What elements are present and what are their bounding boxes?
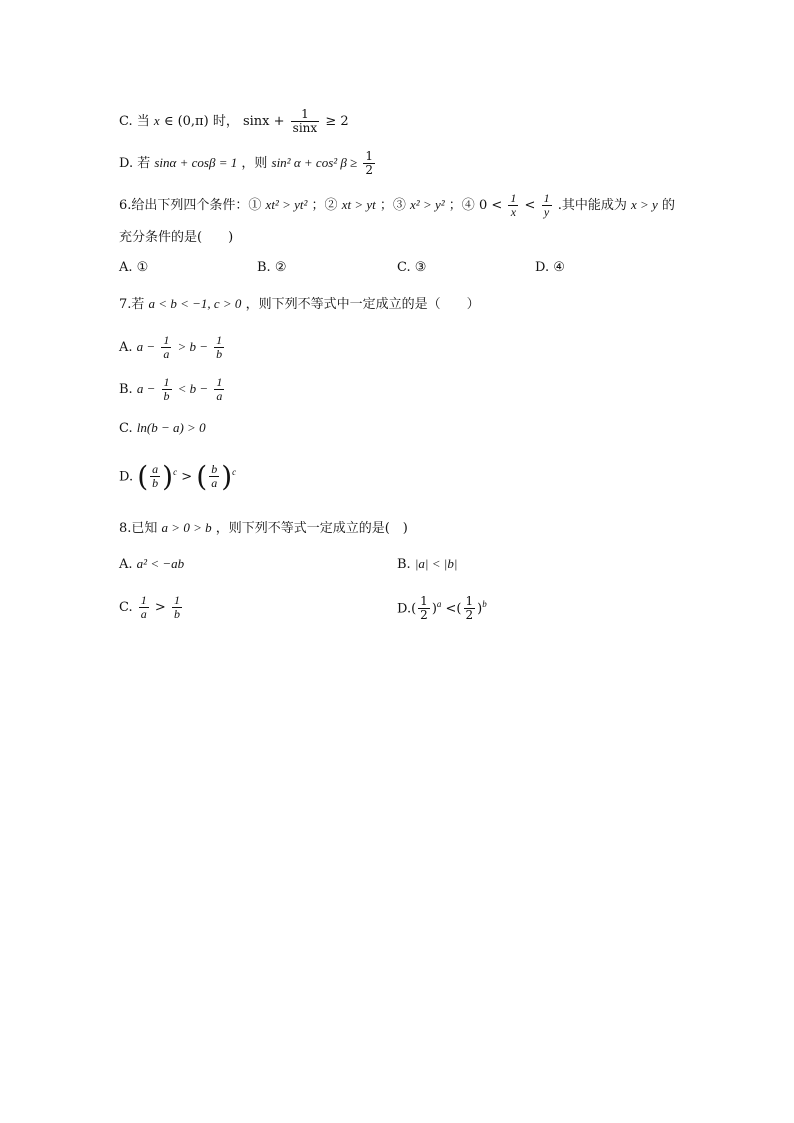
q5-option-d [119,150,377,177]
q7-option-c [119,418,206,439]
math-symbol: ∈ [163,114,174,129]
option-label: C. 当 [119,114,150,129]
math-expr: a − [136,381,156,396]
fraction [464,595,476,622]
q6-option-a: A. ① [119,260,149,275]
fraction [161,334,171,361]
q8-option-b [397,554,457,575]
denominator: 2 [365,163,374,177]
question-text: .其中能成为 [557,198,627,213]
numerator: 1 [465,594,474,609]
q5-option-c [119,108,349,135]
math-expr: a > 0 > b [161,520,212,535]
math-expr: sinx + [242,114,285,129]
denominator: a [163,347,170,361]
numerator: 1 [163,375,170,389]
fraction [162,376,172,403]
denominator: x [510,205,517,219]
question-text: 的 [661,198,675,213]
q6-option-d: D. ④ [535,260,565,275]
exponent: a [436,599,442,609]
question-6-cont: 充分条件的是( ) [119,230,234,245]
math-expr: sinα + cosβ = 1 [154,155,238,170]
condition-3: x² > y² [410,197,445,212]
numerator: 1 [291,108,320,122]
numerator: 1 [173,593,180,607]
condition-4: 0 < [478,198,503,213]
question-8 [119,518,408,539]
fraction [418,595,430,622]
numerator: 1 [510,191,517,205]
q6-option-c: C. ③ [397,260,427,275]
exponent: c [232,467,237,477]
numerator: 1 [365,149,374,163]
math-expr: ln(b − a) > 0 [136,420,206,435]
q8-option-c [119,594,184,621]
question-text: 6.给出下列四个条件：① [119,198,262,213]
numerator: 1 [163,333,170,347]
denominator: 2 [465,608,474,623]
question-7 [119,294,480,315]
fraction [172,594,182,621]
condition-2: xt > yt [341,197,376,212]
math-expr: |a| < |b| [414,556,458,571]
separator: ；③ [379,198,406,213]
numerator: b [211,462,218,477]
math-expr: x > y [630,197,658,212]
question-text: ，则下列不等式一定成立的是( ) [215,521,408,536]
separator: ；② [311,198,338,213]
numerator: 1 [216,333,223,347]
question-6 [119,192,675,219]
q8-option-d: D.( $\frac{1}{2}$ )$^a$ <( $\frac{1}{2}$ )$^b$ [397,594,487,623]
math-expr: a < b < −1, c > 0 [148,296,242,311]
denominator: a [211,476,218,491]
option-label: D. 若 [119,156,151,171]
exponent: b [482,599,487,609]
option-label: A. [119,340,133,355]
denominator: b [152,476,159,491]
math-var: x [153,113,160,128]
exponent: c [173,467,178,477]
text: ，则 [241,156,268,171]
math-symbol: < [524,198,536,213]
numerator: 1 [543,191,550,205]
denominator: b [216,347,223,361]
fraction [363,150,375,177]
option-label: D. [397,601,412,617]
question-text: ，则下列不等式中一定成立的是（ ） [245,297,480,312]
question-text: 7.若 [119,297,145,312]
numerator: 1 [420,594,428,609]
denominator: sinx [292,121,318,135]
math-expr: > b − [177,339,209,354]
math-interval: (0,π) [177,114,209,129]
option-label: C. [119,600,133,615]
numerator: 1 [216,375,223,389]
fraction [214,334,224,361]
fraction [508,192,518,219]
q6-option-b: B. ② [257,260,287,275]
denominator: y [543,205,550,219]
q7-option-a [119,334,226,361]
option-label: C. [119,421,133,436]
math-expr: a − [136,339,156,354]
math-expr: < b − [177,381,209,396]
denominator: 2 [420,608,428,623]
numerator: 1 [140,593,147,607]
math-symbol: > [181,469,193,485]
q8-option-a [119,554,184,575]
math-expr: ≥ 2 [325,114,349,129]
question-text: 8.已知 [119,521,158,536]
fraction [150,463,160,490]
math-expr: a² < −ab [136,556,185,571]
fraction [214,376,224,403]
denominator: a [216,389,223,403]
option-label: D. [119,469,134,485]
numerator: a [152,462,159,477]
paren: ( [411,601,417,617]
option-label: B. [119,382,133,397]
fraction [291,108,320,135]
math-expr: sin² α + cos² β ≥ [271,155,358,170]
denominator: b [173,607,180,621]
math-symbol: > [154,600,166,615]
option-label: A. [119,557,133,572]
denominator: a [140,607,147,621]
denominator: b [163,389,170,403]
fraction [209,463,219,490]
q7-option-d: D. ( $\frac{a}{b}$ )$^c$ > ( $\frac{b}{a}$ )$^c$ [119,459,237,493]
fraction [542,192,552,219]
option-label: B. [397,557,411,572]
text: 时， [212,114,239,129]
condition-1: xt² > yt² [265,197,308,212]
fraction [139,594,149,621]
separator: ；④ [448,198,475,213]
q7-option-b [119,376,226,403]
math-symbol: <( [445,601,462,617]
